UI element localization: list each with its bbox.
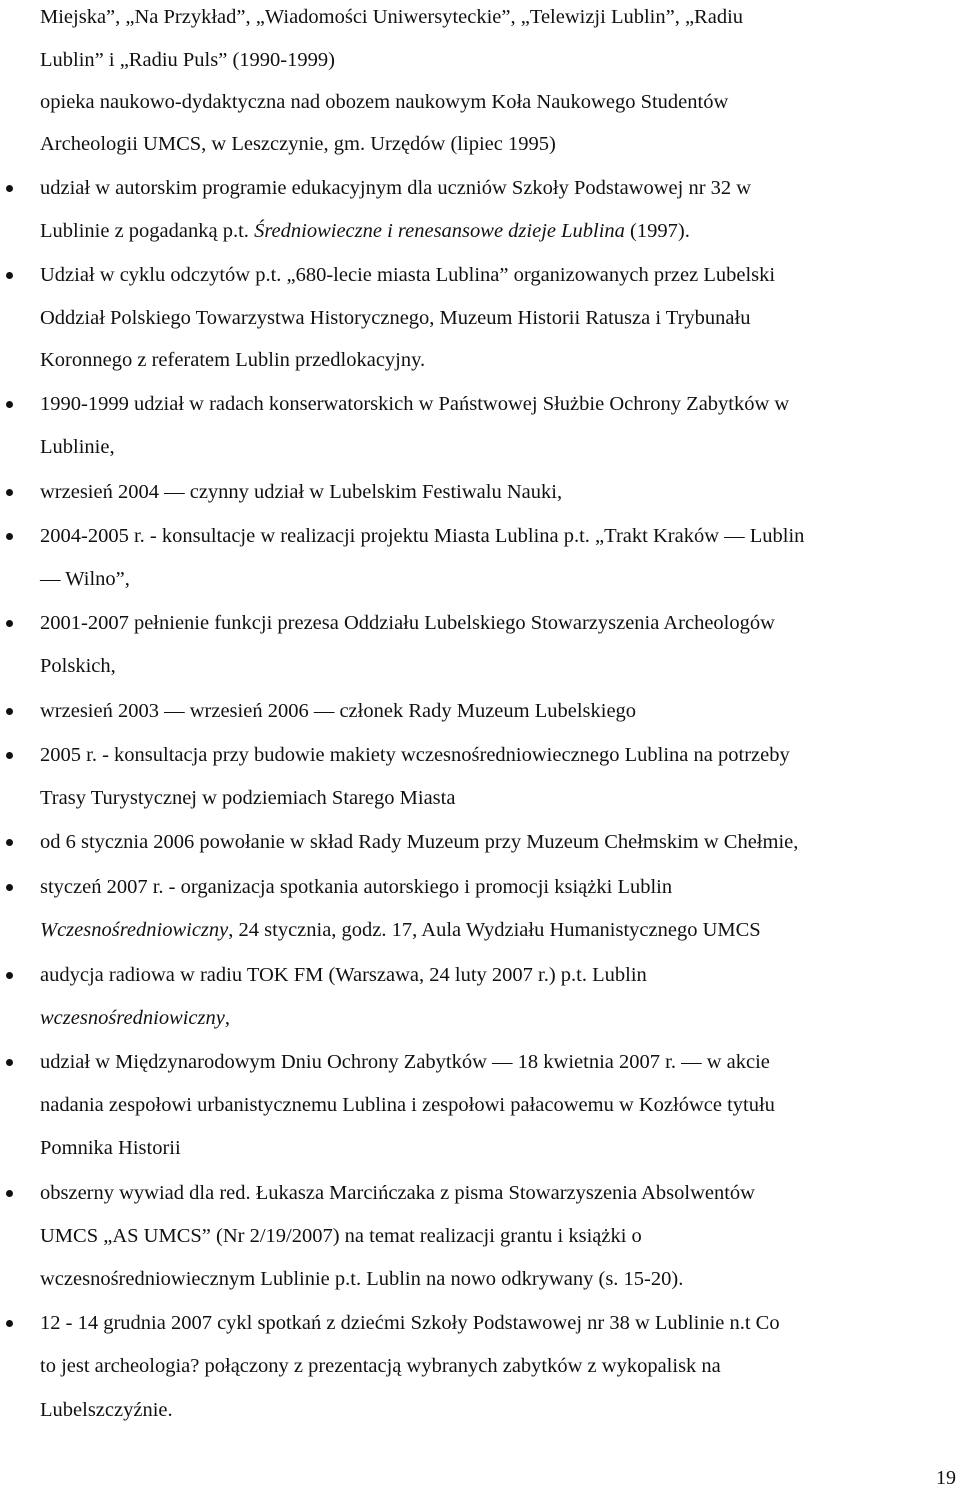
text-run: opieka naukowo-dydaktyczna nad obozem naukowym Koła Naukowego Studentów xyxy=(40,91,729,113)
text-line xyxy=(40,434,115,460)
bullet-icon xyxy=(6,272,13,279)
text-line xyxy=(40,962,647,988)
text-run: styczeń 2007 r. - organizacja spotkania autorskiego i promocji książki Lublin xyxy=(40,876,673,898)
text-run: 2005 r. - konsultacja przy budowie makiety wczesnośredniowiecznego Lublina na potrzeby xyxy=(40,744,790,766)
text-run: — Wilno”, xyxy=(40,568,130,590)
text-line xyxy=(40,653,116,679)
text-run: obszerny wywiad dla red. Łukasza Marcińczaka z pisma Stowarzyszenia Absolwentów xyxy=(40,1182,755,1204)
text-run: (1997). xyxy=(624,220,690,242)
text-run: wrzesień 2004 — czynny udział w Lubelskim Festiwalu Nauki, xyxy=(40,481,563,503)
text-run: udział w autorskim programie edukacyjnym dla uczniów Szkoły Podstawowej nr 32 w xyxy=(40,177,752,199)
text-run: nadania zespołowi urbanistycznemu Lublina i zespołowi pałacowemu w Kozłówce tytułu xyxy=(40,1094,775,1116)
text-run: Lublinie z pogadanką p.t. xyxy=(40,220,255,242)
text-line xyxy=(40,829,798,855)
text-line xyxy=(40,347,425,373)
text-line xyxy=(40,917,761,943)
text-run: , xyxy=(224,1007,230,1029)
text-run: 12 - 14 grudnia 2007 cykl spotkań z dziećmi Szkoły Podstawowej nr 38 w Lublinie n.t Co xyxy=(40,1312,780,1334)
text-run: udział w Międzynarodowym Dniu Ochrony Zabytków — 18 kwietnia 2007 r. — w akcie xyxy=(40,1051,770,1073)
bullet-icon xyxy=(6,620,13,627)
text-run: Lubelszczyźnie. xyxy=(40,1399,173,1421)
text-line xyxy=(40,89,728,115)
bullet-icon xyxy=(6,752,13,759)
text-line xyxy=(40,218,690,244)
text-line xyxy=(40,1353,721,1379)
text-line xyxy=(40,1092,775,1118)
text-line xyxy=(40,523,804,549)
text-line xyxy=(40,874,672,900)
bullet-icon xyxy=(6,884,13,891)
text-run: audycja radiowa w radiu TOK FM (Warszawa, 24 luty 2007 r.) p.t. Lublin xyxy=(40,964,647,986)
text-line xyxy=(40,479,562,505)
text-run: Trasy Turystycznej w podziemiach Starego Miasta xyxy=(40,787,456,809)
text-run: 1990-1999 udział w radach konserwatorskich w Państwowej Służbie Ochrony Zabytków w xyxy=(40,393,790,415)
text-line xyxy=(40,1310,780,1336)
text-line xyxy=(40,698,636,724)
text-line xyxy=(40,1180,755,1206)
text-run: od 6 stycznia 2006 powołanie w skład Rady Muzeum przy Muzeum Chełmskim w Chełmie, xyxy=(40,831,799,853)
page-number: 19 xyxy=(936,1467,956,1489)
text-line xyxy=(40,1005,230,1031)
text-run: UMCS „AS UMCS” (Nr 2/19/2007) na temat realizacji grantu i książki o xyxy=(40,1225,642,1247)
text-line xyxy=(40,1397,173,1423)
text-run: wrzesień 2003 — wrzesień 2006 — członek Rady Muzeum Lubelskiego xyxy=(40,700,637,722)
text-line xyxy=(40,262,775,288)
text-run: 2001-2007 pełnienie funkcji prezesa Oddziału Lubelskiego Stowarzyszenia Archeologów xyxy=(40,612,775,634)
text-line xyxy=(40,175,751,201)
text-run: Koronnego z referatem Lublin przedlokacyjny. xyxy=(40,349,426,371)
text-run: Oddział Polskiego Towarzystwa Historycznego, Muzeum Historii Ratusza i Trybunału xyxy=(40,307,751,329)
text-run: Miejska”, „Na Przykład”, „Wiadomości Uniwersyteckie”, „Telewizji Lublin”, „Radiu xyxy=(40,6,744,28)
bullet-icon xyxy=(6,839,13,846)
text-run: , 24 stycznia, godz. 17, Aula Wydziału Humanistycznego UMCS xyxy=(228,919,761,941)
text-line xyxy=(40,305,750,331)
italic-title: Wczesnośredniowiczny xyxy=(40,919,229,941)
text-line xyxy=(40,131,556,157)
italic-title: wczesnośredniowiczny xyxy=(40,1007,225,1029)
text-run: Archeologii UMCS, w Leszczynie, gm. Urzędów (lipiec 1995) xyxy=(40,133,556,155)
text-line xyxy=(40,1266,683,1292)
text-line xyxy=(40,4,743,30)
italic-title: Średniowieczne i renesansowe dzieje Lublina xyxy=(254,220,625,242)
text-line xyxy=(40,742,790,768)
bullet-icon xyxy=(6,972,13,979)
bullet-icon xyxy=(6,1190,13,1197)
text-line xyxy=(40,391,789,417)
text-line xyxy=(40,1223,642,1249)
text-run: Lublinie, xyxy=(40,436,115,458)
bullet-icon xyxy=(6,708,13,715)
text-run: to jest archeologia? połączony z prezentacją wybranych zabytków z wykopalisk na xyxy=(40,1355,721,1377)
text-run: Polskich, xyxy=(40,655,116,677)
text-line xyxy=(40,1049,770,1075)
bullet-icon xyxy=(6,185,13,192)
bullet-icon xyxy=(6,489,13,496)
text-run: Pomnika Historii xyxy=(40,1137,181,1159)
text-run: 2004-2005 r. - konsultacje w realizacji projektu Miasta Lublina p.t. „Trakt Kraków — Lublin xyxy=(40,525,805,547)
text-line xyxy=(40,566,130,592)
text-line xyxy=(40,610,775,636)
bullet-icon xyxy=(6,1059,13,1066)
bullet-icon xyxy=(6,533,13,540)
text-line xyxy=(40,47,335,73)
bullet-icon xyxy=(6,401,13,408)
text-line xyxy=(40,785,455,811)
text-line xyxy=(40,1135,181,1161)
text-run: Udział w cyklu odczytów p.t. „680-lecie miasta Lublina” organizowanych przez Lubelski xyxy=(40,264,776,286)
text-run: Lublin” i „Radiu Puls” (1990-1999) xyxy=(40,49,335,71)
text-run: wczesnośredniowiecznym Lublinie p.t. Lublin na nowo odkrywany (s. 15-20). xyxy=(40,1268,684,1290)
bullet-icon xyxy=(6,1320,13,1327)
